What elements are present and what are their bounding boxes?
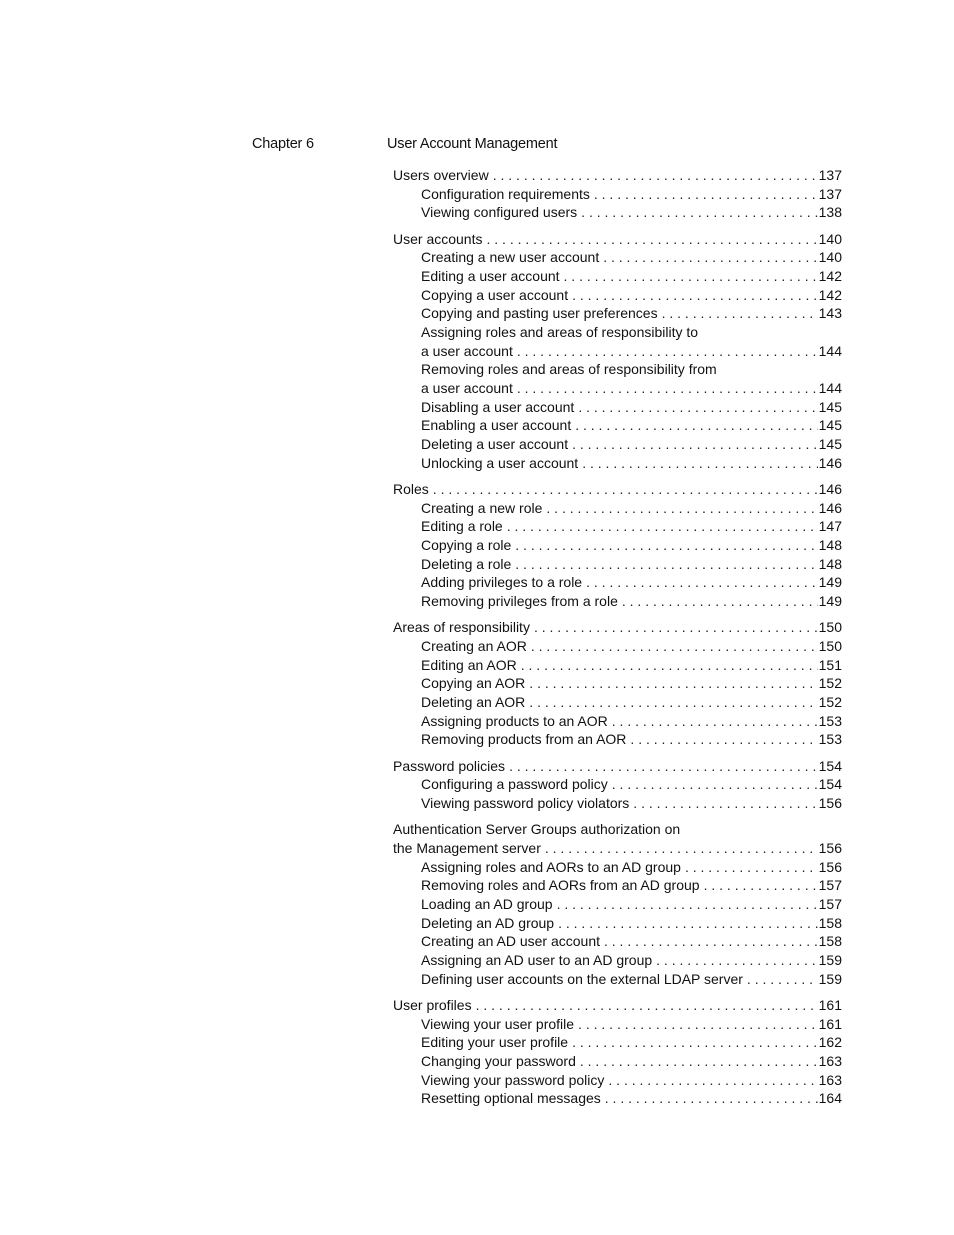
toc-entry-title: Assigning products to an AOR	[421, 712, 608, 729]
toc-subentry[interactable]	[421, 1071, 842, 1090]
toc-subentry[interactable]	[421, 499, 842, 518]
dot-leader	[558, 914, 818, 933]
toc-section	[393, 166, 842, 222]
toc-page-number: 157	[818, 877, 842, 894]
toc-page-number: 137	[818, 185, 842, 202]
toc-page-number: 152	[818, 675, 842, 692]
toc-entry-title: Roles	[393, 481, 429, 497]
toc-entry-title[interactable]: Authentication Server Groups authorization on	[393, 821, 681, 838]
toc-subentry[interactable]	[421, 573, 842, 592]
toc-page-number: 163	[818, 1052, 842, 1069]
toc-subentry[interactable]	[421, 970, 842, 989]
dot-leader	[515, 555, 817, 574]
toc-entry-title: a user account	[421, 380, 513, 397]
toc-subentry[interactable]	[421, 1033, 842, 1052]
toc-entry-title: Areas of responsibility	[393, 619, 530, 636]
toc-page-number: 161	[818, 1015, 842, 1032]
toc-subentry[interactable]	[421, 416, 842, 435]
toc-subentry[interactable]	[421, 876, 842, 895]
dot-leader	[433, 480, 818, 499]
toc-entry-title: Editing your user profile	[421, 1034, 569, 1051]
dot-leader	[747, 970, 818, 989]
toc-entry-title: Configuration requirements	[421, 185, 590, 202]
toc-subentry[interactable]	[421, 932, 842, 951]
toc-page-number: 143	[818, 305, 842, 322]
toc-entry-title: Copying a role	[421, 537, 512, 554]
dot-leader	[633, 794, 817, 813]
toc-subentry[interactable]	[421, 248, 842, 267]
toc-page-number: 161	[818, 996, 842, 1013]
toc-entry-title: Resetting optional messages	[421, 1090, 601, 1107]
toc-page-number: 142	[818, 267, 842, 284]
dot-leader	[572, 286, 818, 305]
toc-subentry[interactable]	[421, 398, 842, 417]
toc-section	[393, 996, 842, 1108]
dot-leader	[486, 230, 817, 249]
toc-page-number: 162	[818, 1034, 842, 1051]
toc-heading-entry[interactable]	[393, 618, 842, 637]
toc-page-number: 148	[818, 555, 842, 572]
dot-leader	[622, 592, 818, 611]
toc-entry-title[interactable]: Assigning roles and areas of responsibility to	[421, 324, 699, 340]
toc-heading-entry[interactable]	[393, 480, 842, 499]
toc-page-number: 140	[818, 249, 842, 266]
dot-leader	[521, 656, 818, 675]
toc-page-number: 163	[818, 1071, 842, 1088]
toc-entry-title: Deleting a role	[421, 555, 512, 572]
toc-page-number: 158	[818, 914, 842, 931]
dot-leader	[493, 166, 818, 185]
toc-heading-entry[interactable]	[393, 230, 842, 249]
toc-page-number: 146	[818, 499, 842, 516]
toc-heading-entry[interactable]	[393, 757, 842, 776]
dot-leader	[534, 618, 818, 637]
dot-leader	[582, 454, 817, 473]
toc-subentry[interactable]	[421, 379, 842, 398]
toc-page-number: 149	[818, 593, 842, 610]
dot-leader	[612, 712, 818, 731]
toc-heading-entry[interactable]	[393, 996, 842, 1015]
toc-subentry[interactable]	[421, 536, 842, 555]
dot-leader	[580, 1052, 818, 1071]
toc-page-number: 150	[818, 619, 842, 636]
toc-entry-title: Users overview	[393, 167, 489, 183]
toc-page-number: 158	[818, 933, 842, 950]
dot-leader	[572, 1033, 818, 1052]
toc-page-number: 156	[818, 795, 842, 811]
toc-subentry[interactable]	[421, 454, 842, 473]
dot-leader	[529, 674, 817, 693]
toc-subentry[interactable]	[421, 895, 842, 914]
dot-leader	[529, 693, 817, 712]
toc-subentry[interactable]	[421, 794, 842, 813]
toc-entry-title: Removing privileges from a role	[421, 593, 618, 610]
dot-leader	[586, 573, 818, 592]
toc-page-number: 164	[818, 1090, 842, 1107]
toc-entry-title: a user account	[421, 342, 513, 359]
toc-subentry[interactable]	[421, 858, 842, 877]
toc-entry-title: Viewing password policy violators	[421, 795, 630, 811]
dot-leader	[604, 932, 818, 951]
toc-subentry[interactable]	[421, 1089, 842, 1108]
toc-entry-title: Copying a user account	[421, 286, 569, 303]
toc-page-number: 145	[818, 417, 842, 434]
toc-subentry[interactable]	[421, 674, 842, 693]
toc-subentry[interactable]	[421, 730, 842, 749]
toc-page-number: 154	[818, 757, 842, 774]
toc-subentry[interactable]	[421, 267, 842, 286]
toc-entry-title: Viewing configured users	[421, 204, 578, 221]
toc-entry-title: Copying and pasting user preferences	[421, 305, 658, 322]
toc-subentry[interactable]	[421, 185, 842, 204]
toc-subentry[interactable]	[421, 342, 842, 361]
toc-entry-title: Creating an AD user account	[421, 933, 600, 950]
toc-page-number: 156	[818, 858, 842, 875]
toc-page-number: 145	[818, 398, 842, 415]
dot-leader	[517, 379, 818, 398]
toc-section	[393, 757, 842, 813]
toc-section	[393, 618, 842, 749]
toc-page-number: 152	[818, 694, 842, 711]
toc-page-number: 156	[818, 839, 842, 856]
toc-subentry[interactable]	[421, 517, 842, 536]
dot-leader	[564, 267, 818, 286]
toc-section	[393, 480, 842, 611]
toc-entry-title: Editing a role	[421, 518, 503, 535]
toc-entry-title: Configuring a password policy	[421, 776, 608, 793]
toc-entry-title: User accounts	[393, 230, 483, 247]
dot-leader	[476, 996, 818, 1015]
toc-entry-title: Defining user accounts on the external LDAP server	[421, 970, 743, 987]
toc-entry-title: Editing a user account	[421, 267, 560, 284]
toc-subentry[interactable]	[421, 951, 842, 970]
toc-heading-entry[interactable]	[393, 839, 842, 858]
toc-entry-title: the Management server	[393, 839, 541, 856]
toc-page-number: 159	[818, 970, 842, 987]
toc-page-number: 148	[818, 537, 842, 554]
toc-entry-title: Password policies	[393, 757, 506, 774]
toc-entry-title: Viewing your password policy	[421, 1071, 605, 1088]
toc-page-number: 145	[818, 436, 842, 453]
toc-entry-title: Unlocking a user account	[421, 454, 579, 471]
dot-leader	[685, 858, 818, 877]
dot-leader	[578, 1015, 818, 1034]
toc-page-number: 142	[818, 286, 842, 303]
toc-page-number: 144	[818, 380, 842, 397]
toc-entry-title: Removing roles and AORs from an AD group	[421, 877, 700, 894]
toc-entry-title: Disabling a user account	[421, 398, 575, 415]
toc-entry-title: Copying an AOR	[421, 675, 526, 692]
toc-entry-title: Adding privileges to a role	[421, 574, 583, 591]
toc-subentry[interactable]	[421, 637, 842, 656]
toc-page-number: 153	[818, 731, 842, 748]
toc-entry-title: Loading an AD group	[421, 895, 553, 912]
toc-section	[393, 230, 842, 473]
toc-page-number: 154	[818, 776, 842, 793]
dot-leader	[578, 398, 817, 417]
toc-entry-title: Assigning an AD user to an AD group	[421, 952, 653, 968]
toc-subentry[interactable]	[421, 914, 842, 933]
toc-subentry[interactable]	[421, 435, 842, 454]
dot-leader	[575, 416, 817, 435]
dot-leader	[545, 839, 818, 858]
dot-leader	[603, 248, 817, 267]
dot-leader	[515, 536, 817, 555]
toc-page-number: 150	[818, 638, 842, 654]
dot-leader	[662, 304, 818, 323]
toc-subentry[interactable]	[421, 656, 842, 675]
dot-leader	[507, 517, 818, 536]
toc-subentry[interactable]	[421, 304, 842, 323]
toc-subentry[interactable]	[421, 555, 842, 574]
dot-leader	[509, 757, 818, 776]
toc-entry-title: Creating a new role	[421, 499, 543, 516]
toc-section	[393, 820, 842, 988]
toc-subentry[interactable]	[421, 693, 842, 712]
toc-page-number: 140	[818, 230, 842, 247]
chapter-label: Chapter 6	[252, 136, 314, 152]
dot-leader	[605, 1089, 818, 1108]
toc-page-number: 137	[818, 167, 842, 183]
dot-leader	[581, 203, 817, 222]
toc-subentry[interactable]	[421, 775, 842, 794]
toc-page-number: 138	[818, 204, 842, 221]
chapter-title: User Account Management	[387, 136, 558, 152]
toc-entry-title: Assigning roles and AORs to an AD group	[421, 858, 681, 875]
dot-leader	[531, 637, 818, 656]
toc-subentry[interactable]	[421, 1052, 842, 1071]
toc-entry-title: Editing an AOR	[421, 656, 517, 673]
dot-leader	[557, 895, 818, 914]
toc-heading-entry[interactable]	[393, 166, 842, 185]
dot-leader	[704, 876, 818, 895]
toc-entry-title[interactable]: Removing roles and areas of responsibility from	[421, 361, 717, 378]
toc-page-number: 151	[818, 656, 842, 673]
toc-page-number: 159	[818, 952, 842, 968]
toc-subentry[interactable]	[421, 1015, 842, 1034]
toc-entry-title: Removing products from an AOR	[421, 731, 627, 748]
dot-leader	[608, 1071, 817, 1090]
dot-leader	[594, 185, 818, 204]
toc-subentry[interactable]	[421, 712, 842, 731]
toc-entry-title: Creating a new user account	[421, 249, 600, 266]
toc-page-number: 147	[818, 518, 842, 535]
toc-subentry[interactable]	[421, 286, 842, 305]
toc-entry-title: Deleting an AD group	[421, 914, 555, 931]
dot-leader	[656, 951, 817, 970]
toc-entry-title: Deleting a user account	[421, 436, 569, 453]
dot-leader	[612, 775, 818, 794]
toc-page-number: 157	[818, 895, 842, 912]
dot-leader	[572, 435, 818, 454]
toc-entry-title: Creating an AOR	[421, 638, 527, 654]
toc-page-number: 146	[818, 454, 842, 471]
toc-subentry[interactable]	[421, 592, 842, 611]
table-of-contents	[393, 166, 842, 1116]
toc-entry-title: Enabling a user account	[421, 417, 572, 434]
dot-leader	[517, 342, 818, 361]
toc-page-number: 144	[818, 342, 842, 359]
dot-leader	[546, 499, 817, 518]
toc-page-number: 149	[818, 574, 842, 591]
dot-leader	[630, 730, 817, 749]
toc-entry-title: Viewing your user profile	[421, 1015, 575, 1032]
toc-subentry[interactable]	[421, 203, 842, 222]
toc-page-number: 146	[818, 481, 842, 497]
toc-entry-title: Deleting an AOR	[421, 694, 526, 711]
toc-entry-title: Changing your password	[421, 1052, 576, 1069]
toc-page-number: 153	[818, 712, 842, 729]
toc-entry-title: User profiles	[393, 996, 472, 1013]
